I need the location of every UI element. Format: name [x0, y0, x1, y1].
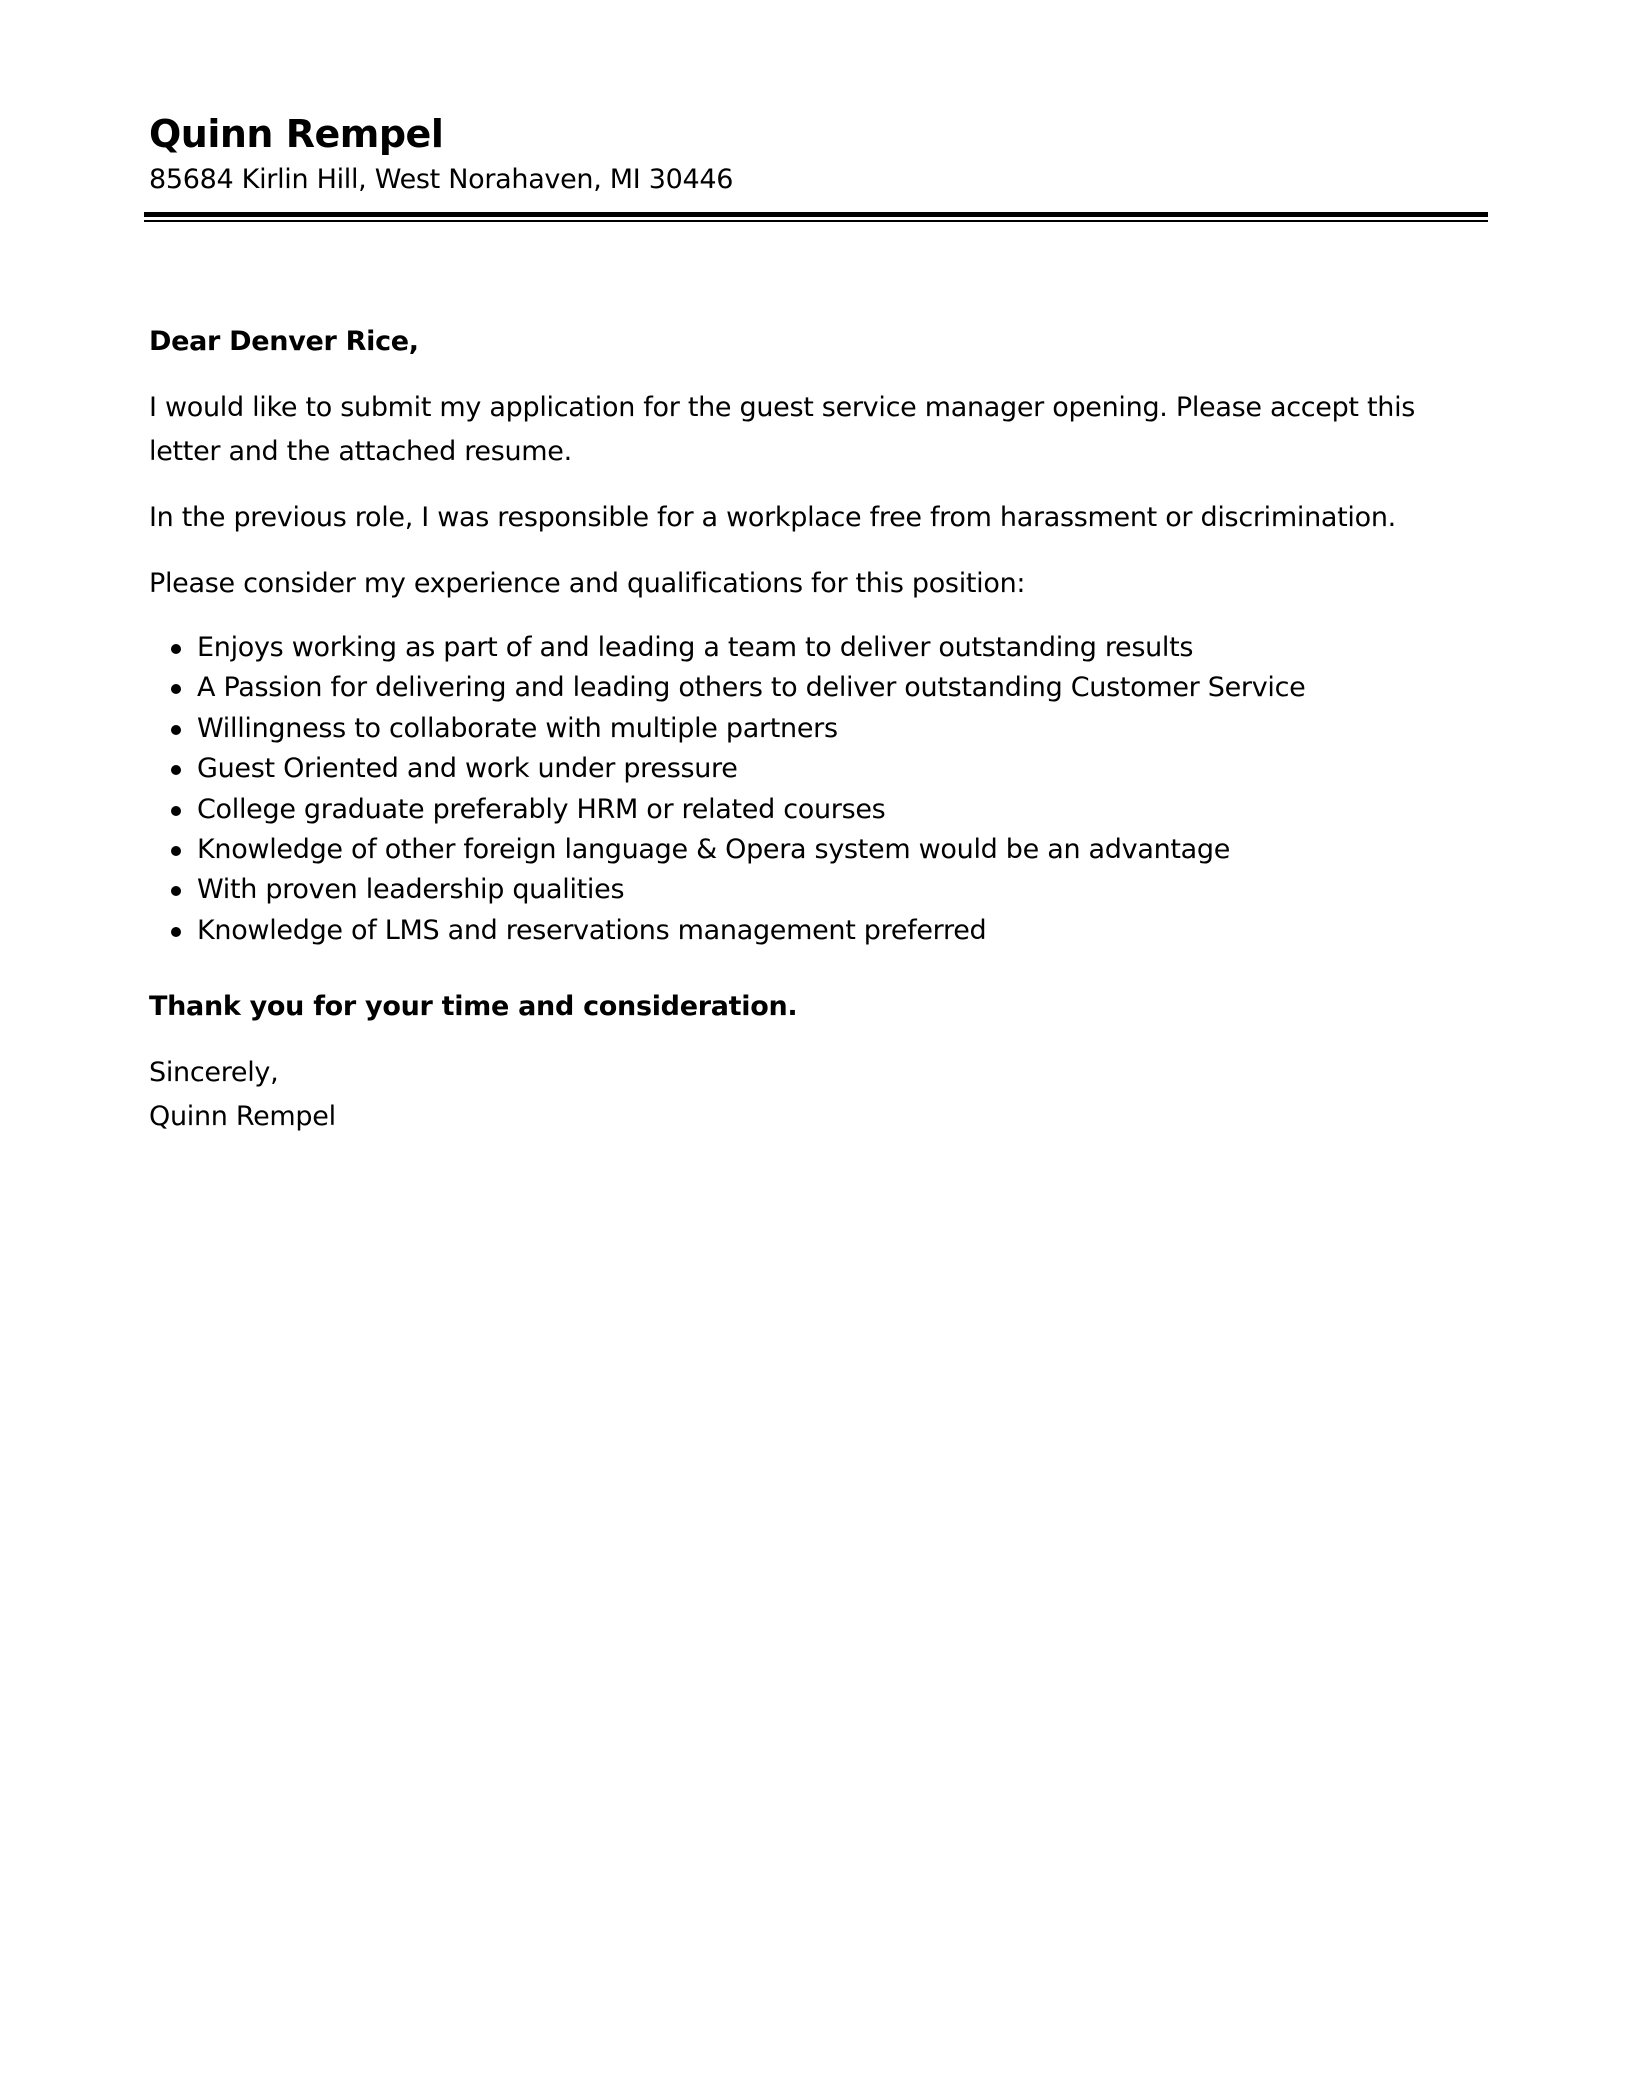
list-item — [149, 830, 1494, 870]
bullet-icon — [171, 725, 181, 735]
qualifications-list — [149, 628, 1494, 951]
list-item — [149, 870, 1494, 910]
qualification-text: Guest Oriented and work under pressure — [197, 753, 738, 785]
bullet-icon — [171, 927, 181, 937]
qualification-text: A Passion for delivering and leading others to deliver outstanding Customer Service — [197, 672, 1306, 704]
signature-name: Quinn Rempel — [149, 1101, 336, 1133]
list-item — [149, 628, 1494, 668]
signoff: Sincerely, — [149, 1057, 279, 1089]
list-item — [149, 668, 1494, 708]
bullet-icon — [171, 886, 181, 896]
list-item — [149, 709, 1494, 749]
list-item — [149, 790, 1494, 830]
bullet-icon — [171, 806, 181, 816]
qualification-text: College graduate preferably HRM or related courses — [197, 793, 886, 825]
list-item — [149, 749, 1494, 789]
qualification-text: Knowledge of other foreign language & Opera system would be an advantage — [197, 834, 1231, 866]
consider-paragraph: Please consider my experience and qualifications for this position: — [149, 568, 1026, 599]
intro-paragraph: I would like to submit my application for the guest service manager opening. Please accept this letter and the attached resume. — [149, 392, 1416, 467]
bullet-icon — [171, 846, 181, 856]
qualification-text: Enjoys working as part of and leading a team to deliver outstanding results — [197, 632, 1194, 663]
bullet-icon — [171, 644, 181, 654]
header-divider-thin — [144, 220, 1488, 222]
salutation: Dear Denver Rice, — [149, 326, 419, 357]
qualification-text: Knowledge of LMS and reservations management preferred — [197, 914, 987, 946]
bullet-icon — [171, 765, 181, 775]
list-item — [149, 911, 1494, 951]
qualification-text: With proven leadership qualities — [197, 874, 625, 906]
sender-address: 85684 Kirlin Hill, West Norahaven, MI 30446 — [149, 164, 734, 195]
header-divider-thick — [144, 212, 1488, 217]
thanks-line: Thank you for your time and consideration. — [149, 991, 798, 1023]
letter-body — [149, 320, 1494, 1139]
bullet-icon — [171, 684, 181, 694]
previous-role-paragraph: In the previous role, I was responsible for a workplace free from harassment or discrimination. — [149, 502, 1396, 533]
qualification-text: Willingness to collaborate with multiple partners — [197, 712, 838, 744]
sender-name: Quinn Rempel — [149, 112, 444, 156]
letter-header — [149, 108, 1489, 200]
